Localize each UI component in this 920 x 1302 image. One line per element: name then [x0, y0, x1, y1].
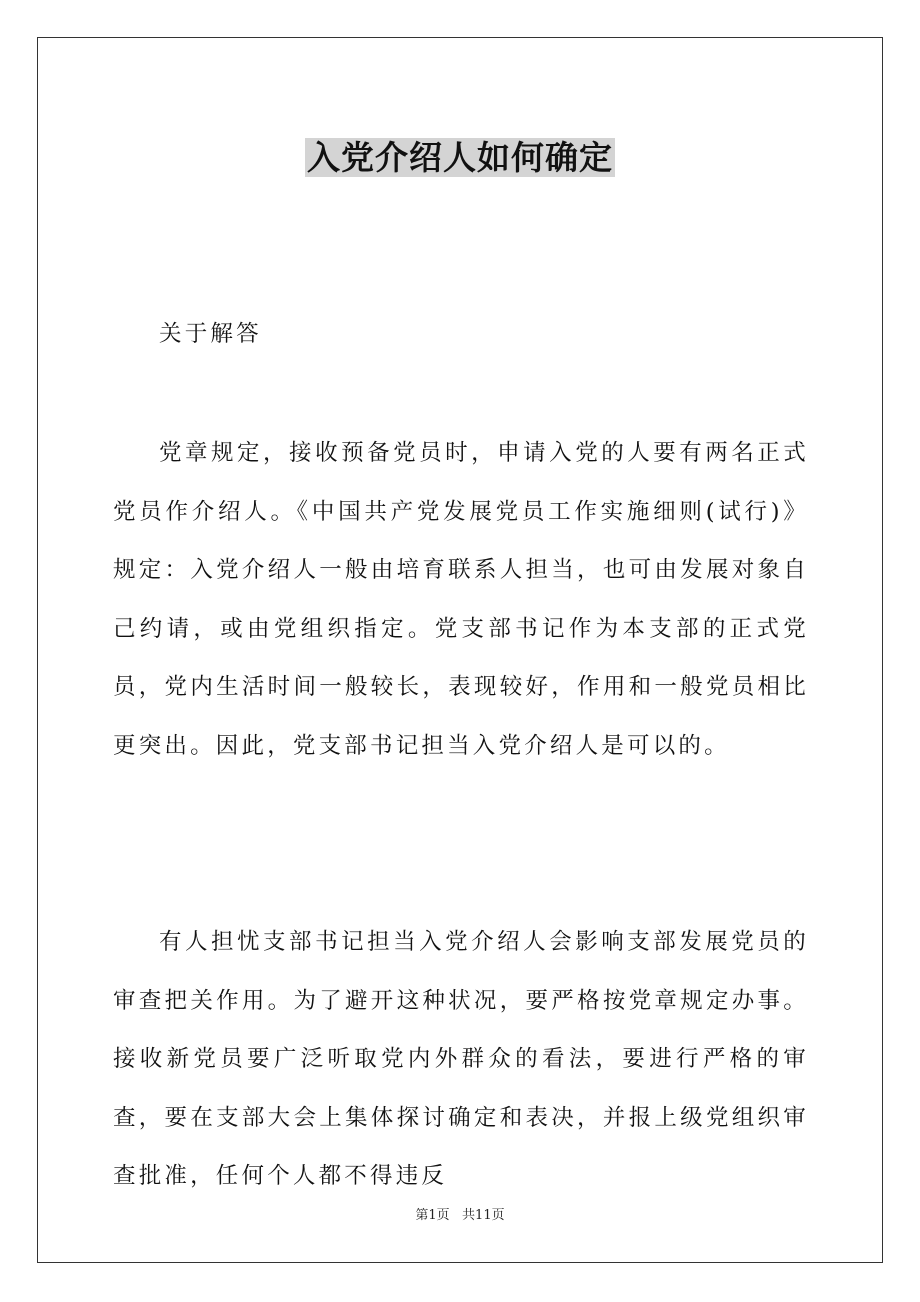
document-title [0, 130, 920, 186]
page-footer: 第1页 共11页 [415, 1208, 505, 1223]
document-title-text: 入党介绍人如何确定 [307, 138, 613, 178]
paragraph-heading: 关于解答 [159, 321, 262, 347]
paragraph-2: 有人担忧支部书记担当入党介绍人会影响支部发展党员的审查把关作用。为了避开这种状况，要严格按党章规定办事。接收新党员要广泛听取党内外群众的看法，要进行严格的审查，要在支部大会上集体探讨确定和表决，并报上级党组织审查批准，任何个人都不得违反 [113, 929, 809, 1189]
paragraph-1: 党章规定，接收预备党员时，申请入党的人要有两名正式党员作介绍人。《中国共产党发展党员工作实施细则(试行)》规定：入党介绍人一般由培育联系人担当，也可由发展对象自己约请，或由党组织指定。党支部书记作为本支部的正式党员，党内生活时间一般较长，表现较好，作用和一般党员相比更突出。因此，党支部书记担当入党介绍人是可以的。 [113, 440, 809, 759]
